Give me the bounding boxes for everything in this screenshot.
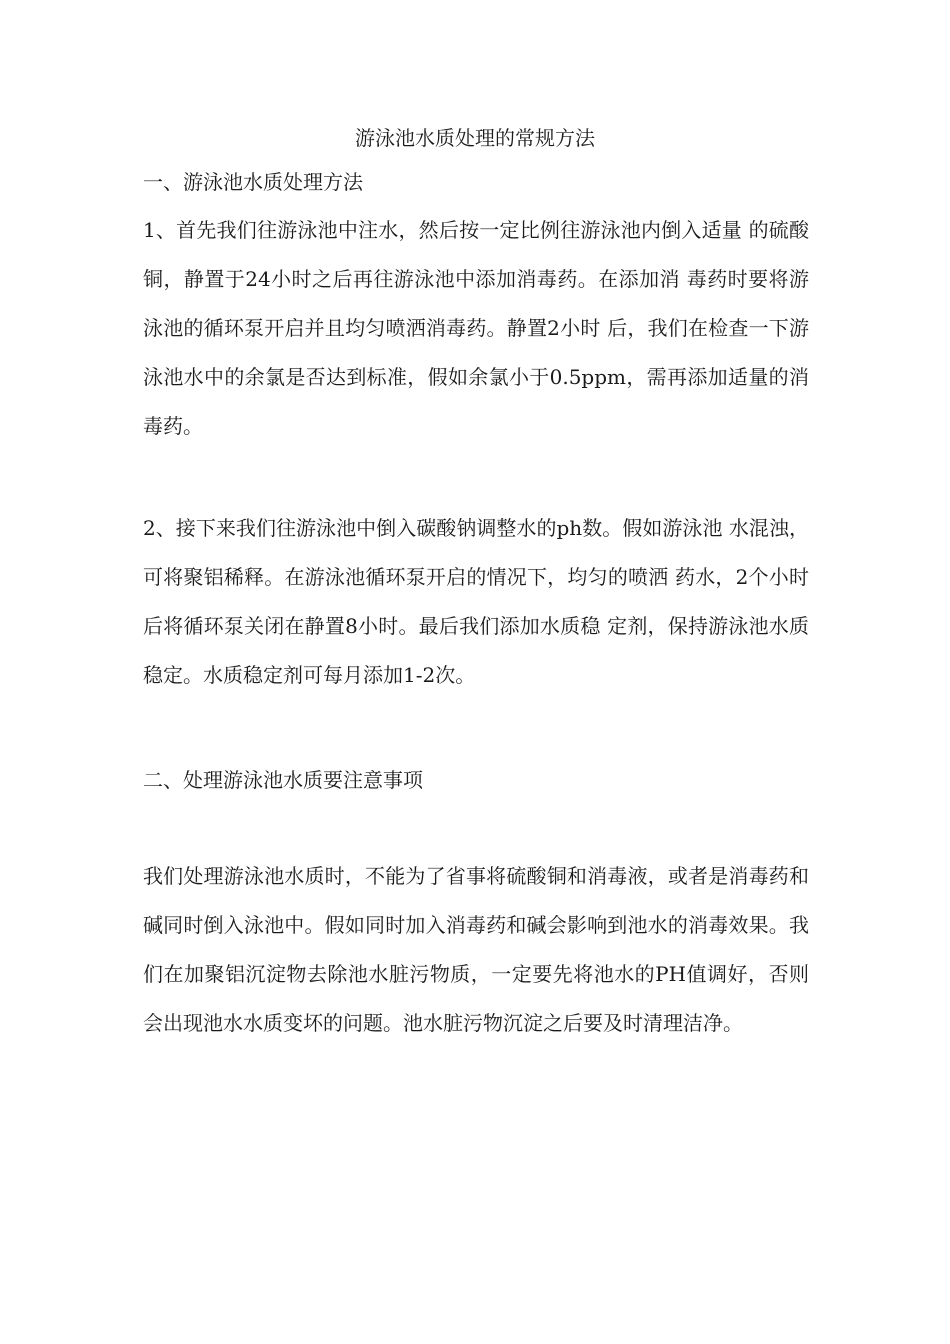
section-heading-methods: 一、游泳池水质处理方法 — [143, 170, 363, 194]
paragraph-step-2: 2、接下来我们往游泳池中倒入碳酸钠调整水的ph数。假如游泳池 水混浊，可将聚铝稀释。在游泳池循环泵开启的情况下，均匀的喷洒 药水，2个小时后将循环泵关闭在静置8小时。最后我们添加水质稳 定剂，保持游泳池水质稳定。水质稳定剂可每月添加1-2次。 — [143, 516, 809, 687]
paragraph-step-1: 1、首先我们往游泳池中注水，然后按一定比例往游泳池内倒入适量 的硫酸铜，静置于24小时之后再往游泳池中添加消毒药。在添加消 毒药时要将游泳池的循环泵开启并且均匀喷洒消毒药。静置2小时 后，我们在检查一下游泳池水中的余氯是否达到标准，假如余氯小于0.5ppm，需再添加适量的消毒药。 — [143, 218, 809, 438]
paragraph-precautions: 我们处理游泳池水质时，不能为了省事将硫酸铜和消毒液，或者是消毒药和碱同时倒入泳池中。假如同时加入消毒药和碱会影响到池水的消毒效果。我们在加聚铝沉淀物去除池水脏污物质，一定要先将池水的PH值调好，否则会出现池水水质变坏的问题。池水脏污物沉淀之后要及时清理洁净。 — [143, 864, 809, 1035]
section-heading-precautions: 二、处理游泳池水质要注意事项 — [143, 768, 423, 792]
document-title: 游泳池水质处理的常规方法 — [355, 126, 595, 150]
